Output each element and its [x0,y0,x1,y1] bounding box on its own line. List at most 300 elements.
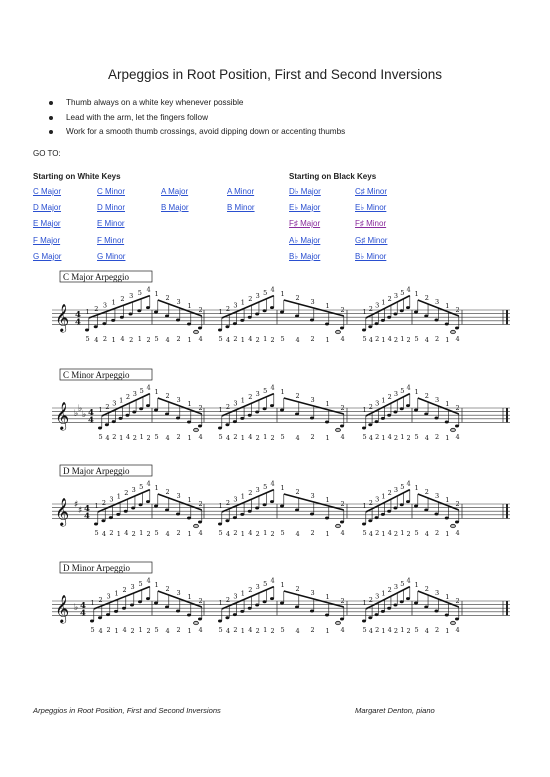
svg-text:4: 4 [165,336,170,344]
svg-text:2: 2 [368,402,373,411]
svg-text:4: 4 [198,433,203,441]
svg-text:1: 1 [280,581,285,589]
svg-text:5: 5 [362,335,367,343]
svg-text:4: 4 [125,433,131,441]
svg-text:2: 2 [255,530,260,538]
svg-text:♭: ♭ [78,404,83,414]
bullet-icon [49,101,53,105]
svg-text:1: 1 [445,302,450,310]
svg-text:2: 2 [270,627,275,635]
svg-text:2: 2 [406,336,411,344]
svg-text:1: 1 [240,396,245,405]
link-eb-minor[interactable]: E♭ Minor [355,203,387,212]
svg-text:5: 5 [280,335,285,343]
svg-text:3: 3 [176,492,181,500]
svg-text:1: 1 [280,290,285,298]
svg-text:1: 1 [381,530,386,538]
tip-item: Thumb always on a white key whenever possible [49,96,345,111]
svg-text:4: 4 [122,626,127,634]
svg-text:2: 2 [248,393,253,402]
svg-text:2: 2 [270,336,275,344]
svg-text:4: 4 [424,434,429,442]
link-fs-minor[interactable]: F♯ Minor [355,219,387,228]
link-d-minor[interactable]: D Minor [97,203,126,212]
svg-text:5: 5 [154,529,159,537]
svg-text:4: 4 [455,529,460,537]
svg-text:2: 2 [125,393,131,402]
svg-text:1: 1 [280,388,285,396]
link-b-major[interactable]: B Major [161,203,189,212]
svg-text:1: 1 [381,627,386,635]
svg-text:2: 2 [248,295,253,304]
svg-text:3: 3 [393,486,399,494]
svg-text:5: 5 [98,433,103,441]
svg-text:1: 1 [139,529,144,537]
link-e-major[interactable]: E Major [33,219,61,228]
svg-text:5: 5 [137,288,142,297]
svg-text:2: 2 [101,498,107,507]
svg-text:3: 3 [255,390,260,398]
svg-text:3: 3 [176,298,181,306]
svg-text:4: 4 [88,415,94,426]
svg-text:1: 1 [114,627,119,635]
svg-text:5: 5 [218,626,223,634]
svg-text:2: 2 [165,585,170,593]
svg-text:1: 1 [154,581,159,589]
svg-text:4: 4 [146,383,151,392]
svg-text:2: 2 [146,336,151,344]
link-gs-minor[interactable]: G♯ Minor [355,236,388,245]
svg-text:2: 2 [435,433,440,441]
svg-text:4: 4 [295,434,300,442]
svg-text:1: 1 [362,406,367,414]
svg-text:1: 1 [90,599,95,607]
svg-text:2: 2 [387,489,392,498]
svg-text:♭: ♭ [74,409,79,419]
svg-text:2: 2 [102,335,108,343]
svg-text:4: 4 [88,408,94,418]
svg-text:3: 3 [393,292,399,300]
treble-clef-icon: 𝄞 [55,401,70,430]
link-c-minor[interactable]: C Minor [97,187,126,196]
link-bb-major[interactable]: B♭ Major [289,252,321,261]
svg-text:4: 4 [406,479,411,488]
svg-text:2: 2 [424,585,429,593]
svg-text:4: 4 [120,335,125,343]
svg-text:4: 4 [455,626,460,634]
link-a-major[interactable]: A Major [161,187,189,196]
svg-text:2: 2 [225,498,231,507]
svg-text:5: 5 [362,626,367,634]
treble-clef-icon: 𝄞 [55,594,70,623]
svg-text:2: 2 [233,529,238,537]
svg-text:C Major Arpeggio: C Major Arpeggio [63,272,129,282]
svg-text:2: 2 [146,434,151,442]
svg-text:1: 1 [414,484,419,492]
svg-text:4: 4 [165,627,170,635]
svg-text:1: 1 [187,593,192,601]
svg-text:4: 4 [75,310,81,320]
svg-text:2: 2 [176,335,181,343]
svg-text:3: 3 [375,399,380,408]
svg-text:2: 2 [120,295,125,304]
svg-text:2: 2 [146,627,151,635]
svg-text:3: 3 [255,486,260,494]
svg-text:1: 1 [325,400,330,408]
tips-list [49,96,345,140]
svg-text:4: 4 [146,479,151,488]
svg-text:5: 5 [414,335,419,343]
svg-text:4: 4 [387,529,392,537]
svg-text:1: 1 [381,589,386,598]
svg-text:1: 1 [116,530,121,538]
svg-text:5: 5 [138,579,143,588]
svg-text:1: 1 [325,302,330,310]
svg-text:3: 3 [255,292,260,300]
svg-text:2: 2 [368,595,373,604]
svg-text:4: 4 [368,627,373,635]
svg-text:4: 4 [270,479,275,488]
svg-text:1: 1 [85,308,90,316]
svg-text:1: 1 [400,529,405,537]
svg-text:4: 4 [295,336,300,344]
svg-text:2: 2 [176,433,181,441]
svg-text:4: 4 [98,627,103,635]
svg-text:♯: ♯ [78,506,83,516]
svg-text:2: 2 [455,306,460,314]
svg-text:4: 4 [387,335,392,343]
tip-item: Work for a smooth thumb crossings, avoid dipping down or accenting thumbs [49,125,345,140]
music-notation-image [52,561,512,651]
svg-text:4: 4 [340,433,345,441]
svg-text:3: 3 [393,583,399,591]
svg-text:2: 2 [435,626,440,634]
svg-text:2: 2 [295,488,300,496]
svg-text:5: 5 [263,386,268,395]
svg-text:5: 5 [280,626,285,634]
svg-text:1: 1 [138,626,143,634]
svg-text:3: 3 [130,583,135,591]
svg-text:3: 3 [129,292,134,300]
svg-text:4: 4 [368,336,373,344]
svg-text:2: 2 [310,433,315,441]
svg-text:3: 3 [233,301,238,310]
svg-text:4: 4 [406,285,411,294]
svg-text:4: 4 [295,530,300,538]
link-bb-minor[interactable]: B♭ Minor [355,252,387,261]
svg-text:1: 1 [325,496,330,504]
svg-text:1: 1 [116,492,121,501]
svg-text:2: 2 [455,404,460,412]
svg-text:2: 2 [109,529,114,537]
svg-text:3: 3 [109,495,114,504]
svg-text:1: 1 [362,308,367,316]
svg-text:1: 1 [414,290,419,298]
svg-text:♭: ♭ [74,603,79,613]
svg-text:2: 2 [406,627,411,635]
svg-text:4: 4 [225,530,231,538]
svg-text:3: 3 [233,592,238,601]
svg-text:1: 1 [445,400,450,408]
svg-text:1: 1 [325,627,330,635]
svg-text:3: 3 [435,396,440,404]
svg-text:1: 1 [187,336,192,344]
svg-text:5: 5 [362,433,367,441]
svg-text:5: 5 [94,529,99,537]
svg-text:4: 4 [198,626,203,634]
link-fs-major[interactable]: F♯ Major [289,219,321,228]
svg-text:3: 3 [176,589,181,597]
svg-text:4: 4 [340,626,345,634]
svg-text:2: 2 [393,627,399,635]
svg-text:5: 5 [154,626,159,634]
svg-text:1: 1 [280,484,285,492]
svg-text:1: 1 [263,529,268,537]
svg-text:4: 4 [270,383,275,392]
svg-text:1: 1 [381,492,386,501]
svg-text:3: 3 [375,495,380,504]
link-cs-minor[interactable]: C♯ Minor [355,187,388,196]
staff-label [60,369,152,380]
svg-text:2: 2 [424,488,429,496]
svg-text:3: 3 [131,486,136,494]
svg-text:1: 1 [218,502,223,510]
svg-text:4: 4 [84,504,90,514]
svg-text:1: 1 [187,400,192,408]
black-keys-heading: Starting on Black Keys [289,172,377,181]
link-db-major[interactable]: D♭ Major [289,187,321,196]
svg-text:4: 4 [455,335,460,343]
svg-text:4: 4 [340,529,345,537]
svg-text:2: 2 [270,434,275,442]
svg-text:1: 1 [325,434,330,442]
link-e-minor[interactable]: E Minor [97,219,125,228]
svg-text:2: 2 [198,306,203,314]
link-c-major[interactable]: C Major [33,187,62,196]
svg-text:2: 2 [165,488,170,496]
svg-text:♯: ♯ [74,500,79,510]
svg-text:3: 3 [310,298,315,306]
link-g-major[interactable]: G Major [33,252,62,261]
svg-text:3: 3 [435,298,440,306]
svg-text:2: 2 [130,627,135,635]
svg-text:4: 4 [248,433,253,441]
svg-text:1: 1 [240,492,245,501]
svg-text:1: 1 [362,599,367,607]
svg-text:3: 3 [233,399,238,408]
page-title: Arpeggios in Root Position, First and Second Inversions [108,67,442,82]
link-ab-major[interactable]: A♭ Major [289,236,321,245]
svg-text:2: 2 [94,304,99,313]
svg-text:4: 4 [165,530,170,538]
svg-text:4: 4 [105,434,110,442]
svg-text:2: 2 [393,434,399,442]
svg-text:1: 1 [381,434,386,442]
svg-text:3: 3 [310,492,315,500]
svg-text:1: 1 [187,530,192,538]
svg-text:5: 5 [280,529,285,537]
svg-text:1: 1 [94,502,99,510]
svg-text:2: 2 [455,597,460,605]
svg-text:2: 2 [146,530,151,538]
svg-text:1: 1 [218,406,223,414]
svg-text:3: 3 [435,589,440,597]
svg-text:1: 1 [325,530,330,538]
white-keys-heading: Starting on White Keys [33,172,121,181]
link-eb-major[interactable]: E♭ Major [289,203,321,212]
music-notation-image [52,464,512,554]
staff-label [60,271,152,282]
svg-text:2: 2 [295,585,300,593]
svg-text:5: 5 [362,529,367,537]
svg-text:2: 2 [248,586,253,595]
link-f-major[interactable]: F Major [33,236,61,245]
svg-text:1: 1 [240,627,245,635]
svg-text:2: 2 [198,500,203,508]
link-d-major[interactable]: D Major [33,203,62,212]
svg-text:4: 4 [124,529,129,537]
svg-text:2: 2 [340,306,345,314]
footer-right: Margaret Denton, piano [355,706,435,715]
svg-text:2: 2 [225,595,231,604]
svg-text:1: 1 [381,336,386,344]
svg-text:1: 1 [187,434,192,442]
svg-text:4: 4 [146,576,151,585]
svg-text:3: 3 [435,492,440,500]
svg-text:2: 2 [129,336,134,344]
treble-clef-icon: 𝄞 [55,497,70,526]
svg-text:1: 1 [445,496,450,504]
bullet-icon [49,130,53,134]
svg-text:2: 2 [375,529,380,537]
svg-text:4: 4 [225,434,231,442]
svg-text:5: 5 [263,482,268,491]
svg-text:2: 2 [248,489,253,498]
svg-text:4: 4 [424,336,429,344]
svg-text:4: 4 [424,530,429,538]
svg-text:4: 4 [248,335,253,343]
svg-text:1: 1 [119,434,124,442]
svg-text:4: 4 [198,529,203,537]
svg-text:1: 1 [187,302,192,310]
svg-text:5: 5 [139,482,144,491]
svg-text:2: 2 [225,304,231,313]
svg-text:3: 3 [106,592,111,601]
svg-text:2: 2 [393,336,399,344]
svg-text:2: 2 [435,529,440,537]
svg-text:5: 5 [218,529,223,537]
svg-text:2: 2 [340,404,345,412]
svg-text:4: 4 [198,335,203,343]
svg-text:2: 2 [106,626,111,634]
svg-text:1: 1 [154,388,159,396]
svg-text:2: 2 [310,529,315,537]
goto-label: GO TO: [33,149,61,158]
link-f-minor[interactable]: F Minor [97,236,125,245]
svg-text:1: 1 [137,335,142,343]
svg-text:4: 4 [84,511,90,522]
svg-text:1: 1 [445,434,450,442]
svg-text:5: 5 [414,626,419,634]
svg-text:1: 1 [445,593,450,601]
svg-text:3: 3 [102,301,108,310]
link-a-minor[interactable]: A Minor [227,187,255,196]
svg-text:4: 4 [270,285,275,294]
svg-text:2: 2 [310,335,315,343]
bullet-icon [49,116,53,120]
svg-text:3: 3 [112,399,117,408]
link-b-minor[interactable]: B Minor [227,203,255,212]
svg-text:3: 3 [255,583,260,591]
svg-text:4: 4 [80,608,86,619]
staff-label [60,465,152,476]
svg-text:1: 1 [111,336,116,344]
svg-text:4: 4 [387,626,392,634]
svg-text:2: 2 [233,335,238,343]
svg-text:5: 5 [414,529,419,537]
svg-text:3: 3 [176,396,181,404]
svg-text:1: 1 [445,530,450,538]
svg-text:3: 3 [375,301,380,310]
svg-text:2: 2 [233,433,238,441]
svg-text:1: 1 [445,627,450,635]
svg-text:1: 1 [154,484,159,492]
svg-text:5: 5 [400,482,405,491]
staff-label [60,562,152,573]
svg-text:2: 2 [368,304,373,313]
svg-text:4: 4 [424,627,429,635]
svg-text:2: 2 [198,597,203,605]
svg-text:2: 2 [340,500,345,508]
staff-d-major [52,464,512,554]
svg-text:2: 2 [176,529,181,537]
svg-text:4: 4 [368,434,373,442]
svg-text:2: 2 [387,295,392,304]
svg-text:1: 1 [325,593,330,601]
svg-text:4: 4 [225,336,231,344]
svg-text:2: 2 [112,433,117,441]
svg-text:1: 1 [240,336,245,344]
svg-text:1: 1 [187,496,192,504]
svg-text:5: 5 [414,433,419,441]
svg-text:3: 3 [233,495,238,504]
svg-text:5: 5 [90,626,95,634]
svg-text:1: 1 [400,626,405,634]
svg-text:2: 2 [375,335,380,343]
svg-text:4: 4 [406,576,411,585]
svg-text:C Minor Arpeggio: C Minor Arpeggio [63,370,130,380]
svg-text:1: 1 [445,336,450,344]
svg-text:4: 4 [75,317,81,328]
link-g-minor[interactable]: G Minor [97,252,126,261]
svg-text:4: 4 [455,433,460,441]
svg-text:2: 2 [165,294,170,302]
music-notation-image [52,270,512,360]
svg-text:4: 4 [340,335,345,343]
svg-text:1: 1 [240,530,245,538]
svg-text:3: 3 [375,592,380,601]
svg-text:2: 2 [132,434,137,442]
svg-text:1: 1 [154,290,159,298]
svg-text:4: 4 [248,626,253,634]
svg-text:2: 2 [255,336,260,344]
svg-text:2: 2 [98,595,103,604]
svg-text:5: 5 [400,579,405,588]
tip-item: Lead with the arm, let the fingers follow [49,111,345,126]
staff-c-major [52,270,512,360]
svg-text:1: 1 [414,581,419,589]
svg-text:4: 4 [80,601,86,611]
